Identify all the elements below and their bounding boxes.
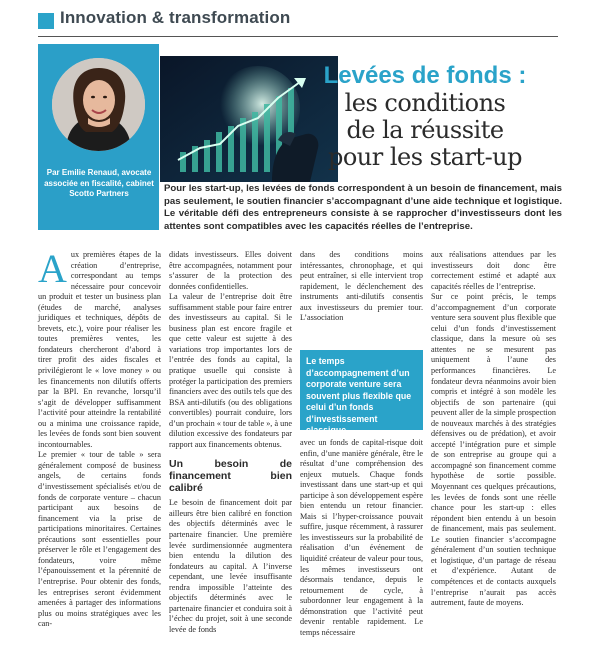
body-column-3-top bbox=[300, 250, 423, 324]
section-marker-square bbox=[38, 13, 54, 29]
author-panel bbox=[38, 44, 159, 230]
paragraph-text: ux premières étapes de la création d’entreprise, correspondant au temps nécessaire pour concevoir un produit et tester un business plan (études de marché, analyses juridiques et techniques, dépôts de brevets, etc.), voire pour réaliser les toutes premières ventes, les fondateurs chercheront d’abord à tirer profit des aides fiscales et privilégieront le « love money » ou les financements non dilutifs offerts par la BPI. En revanche, lorsqu’il s’agit de développer suffisamment l’activité pour atteindre la rentabilité ou a minima une croissance rapide, les levées de fonds sont bien souvent incontournables. bbox=[38, 250, 161, 449]
section-title: Innovation & transformation bbox=[60, 8, 291, 27]
article-headline bbox=[290, 62, 560, 171]
headline-line-4: pour les start-up bbox=[327, 143, 522, 171]
byline-by: Par bbox=[46, 168, 60, 177]
header-divider bbox=[38, 36, 558, 37]
body-column-2 bbox=[169, 250, 292, 636]
pull-quote: Le temps d’accompagnement d’un corporate venture sera souvent plus flexible que celui d’un fonds d’investissement classique. bbox=[300, 350, 423, 430]
paragraph bbox=[38, 246, 161, 450]
author-byline bbox=[44, 168, 154, 200]
article-lead: Pour les start-up, les levées de fonds correspondent à un besoin de financement, mais pas seulement, le soutien financier s’accompagnant d’une aide technique et logistique. Le véritable défi des entrepreneurs consiste à se rapprocher d’investisseurs dont les attentes sont compatibles avec les capacités réelles de l’entreprise. bbox=[164, 183, 562, 232]
author-portrait-image bbox=[52, 58, 145, 151]
paragraph: aux réalisations attendues par les investisseurs doit donc être correctement estimé et adapté aux capacités réelles de l’entreprise. bbox=[431, 250, 556, 291]
drop-cap: A bbox=[38, 246, 67, 291]
author-role: avocate associée en fiscalité, cabinet Scotto Partners bbox=[44, 168, 154, 198]
headline-line-2: les conditions bbox=[344, 89, 506, 117]
author-name: Emilie Renaud, bbox=[61, 168, 120, 177]
paragraph: Le premier « tour de table » sera généralement composé de business angels, de certains fonds d’investissement spécialisés et/ou de fonds de corporate venture – chacun participant aux besoins de financement via la prise de participations minoritaires. Certaines précautions sont essentielles pour préserver le rôle et l’engagement des fondateurs, voire même l’épanouissement et la pérennité de l’entreprise. Pour obtenir des fonds, les entreprises seront évidemment amenées à partager des informations plus ou moins stratégiques avec les can- bbox=[38, 450, 161, 629]
paragraph: La valeur de l’entreprise doit être suffisamment stable pour faire entrer des investisseurs au capital. Si le business plan est encore fragile et que cette valeur est sujette à des variations trop importantes lors de l’entrée des fonds au capital, la pratique usuelle qui consiste à protéger la participation des premiers financiers avec des outils tels que des BSA anti-dilutifs (ou des obligations convertibles) pourrait conduire, lors d’un prochain « tour de table », à une dilution excessive des fondateurs par rapport aux financements obtenus. bbox=[169, 292, 292, 449]
headline-line-1: Levées de fonds : bbox=[323, 62, 527, 89]
paragraph: dans des conditions moins intéressantes, chronophage, et qui peut entraîner, si elle intervient trop rapidement, le déclenchement des instruments anti-dilutifs consentis aux investisseurs du premier tour. L’association bbox=[300, 250, 423, 323]
subheading: Un besoin de financement bien calibré bbox=[169, 458, 292, 495]
section-header bbox=[0, 0, 595, 44]
paragraph: Le besoin de financement doit par ailleurs être bien calibré en fonction des objectifs déterminés avec le partenaire financier. Une première levée surdimensionnée augmentera bien entendu la dilution des fondateurs au capital. A l’inverse cependant, une levée insuffisante rendra impossible l’atteinte des objectifs déterminés avec le partenaire financier et conduira soit à l’échec du projet, soit à une seconde levée de fonds bbox=[169, 498, 292, 634]
body-column-4 bbox=[431, 250, 556, 609]
author-portrait bbox=[52, 58, 145, 151]
paragraph: didats investisseurs. Elles doivent être accompagnées, notamment pour s’assurer de la protection des données confidentielles. bbox=[169, 250, 292, 291]
body-column-1 bbox=[38, 246, 161, 630]
paragraph: avec un fonds de capital-risque doit enfin, d’une manière générale, être le résultat d’une compréhension des enjeux mutuels. Chaque fonds investissant dans une start-up et qui participe à son développement espère bien entendu un retour financier. Mais si l’hyper-croissance pouvait suffire, jusque récemment, à rassurer les investisseurs sur la probabilité de réalisation d’un événement de liquidité créateur de valeur pour tous, les mêmes investisseurs ont désormais tendance, depuis le retournement de cycle, à subordonner leur engagement à la démonstration que l’activité peut devenir rentable rapidement. Le temps nécessaire bbox=[300, 438, 423, 637]
headline-line-3: de la réussite bbox=[346, 116, 504, 144]
body-column-3-bottom bbox=[300, 438, 423, 638]
paragraph: Sur ce point précis, le temps d’accompagnement d’un corporate venture sera souvent plus flexible que celui d’un fonds d’investissement classique, dans la mesure où ses attentes ne se mesurent pas uniquement à l’aune des performances financières. Le fondateur devra néanmoins avoir bien compris et intégré à son modèle les objectifs de son partenaire (qui peuvent aller de la simple prospection de nouveaux marchés à des stratégies défensives ou de prédation), et avoir accepté l’intégration pure et simple de son entreprise au groupe qui a accompagné son financement comme hypothèse de sortie possible. Moyennant ces quelques précautions, les levées de fonds sont une réelle chance pour les start-up : elles répondent bien entendu à un besoin de financement, mais pas seulement. Le soutien financier s’accompagne généralement d’un soutien technique et logistique, d’un partage de réseau et d’expérience. Autant de compétences et de contacts auxquels l’entreprise n’aurait pas accès autrement, faute de moyens. bbox=[431, 292, 556, 608]
